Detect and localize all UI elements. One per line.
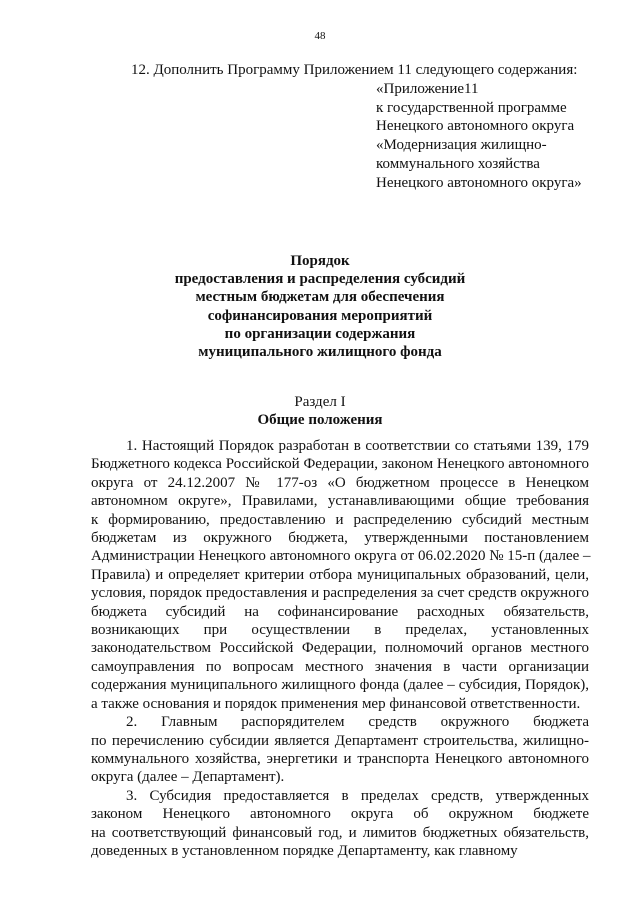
document-title — [0, 252, 640, 361]
paragraph-line: Правила) и определяет критерии отбора муниципальных образований, цели, — [91, 566, 589, 583]
paragraph — [91, 437, 589, 713]
appendix-header — [376, 80, 582, 192]
paragraph-line: округа от 24.12.2007 № 177-оз «О бюджетном процессе в Ненецком — [91, 474, 589, 491]
appendix-line: «Модернизация жилищно- — [376, 137, 547, 154]
appendix-line: к государственной программе — [376, 99, 567, 116]
paragraph-line: 2. Главным распорядителем средств окружного бюджета — [126, 714, 589, 731]
paragraph-line: 1. Настоящий Порядок разработан в соответствии со статьями 139, 179 — [126, 438, 589, 454]
paragraph-line: 3. Субсидия предоставляется в пределах средств, утвержденных — [126, 787, 589, 804]
title-line: Порядок — [290, 253, 350, 269]
paragraph-line: законом Ненецкого автономного округа об окружном бюджете — [91, 806, 589, 823]
title-line: местным бюджетам для обеспечения — [195, 289, 445, 306]
paragraph-line: самоуправления по вопросам местного значения в части организации — [91, 658, 589, 675]
paragraph-line: а также основания и порядок применения мер финансовой ответственности. — [91, 695, 581, 712]
appendix-line: Ненецкого автономного округа — [376, 118, 575, 135]
paragraph-line: округа (далее – Департамент). — [91, 769, 285, 786]
paragraph-line: по перечислению субсидии является Департамент строительства, жилищно- — [91, 732, 589, 749]
section-heading — [0, 393, 640, 429]
paragraph — [91, 713, 589, 787]
paragraph-line: к формированию, предоставлению и распределению субсидий местным — [91, 511, 589, 528]
appendix-line: Ненецкого автономного округа» — [376, 174, 582, 191]
paragraph-line: Администрации Ненецкого автономного округа от 06.02.2020 № 15-п (далее – — [91, 548, 591, 565]
paragraph-line: бюджета субсидий на софинансирование расходных обязательств, — [91, 603, 589, 620]
paragraph-line: на соответствующий финансовый год, и лимитов бюджетных обязательств, — [91, 824, 589, 841]
paragraph-line: автономном округе», Правилами, устанавливающими общие требования — [91, 493, 589, 510]
paragraph-line: законодательством Российской Федерации, полномочий органов местного — [91, 640, 589, 657]
paragraph-line: коммунального хозяйства, энергетики и транспорта Ненецкого автономного — [91, 750, 589, 767]
amendment-text: 12. Дополнить Программу Приложением 11 следующего содержания: — [131, 62, 578, 78]
paragraph-line: возникающих при осуществлении в пределах, установленных — [91, 622, 589, 639]
paragraph-line: Бюджетного кодекса Российской Федерации, законом Ненецкого автономного — [91, 456, 589, 473]
section-number: Раздел I — [294, 394, 346, 410]
section-name: Общие положения — [257, 412, 383, 428]
body-text — [91, 437, 589, 860]
title-line: по организации содержания — [224, 325, 416, 342]
appendix-line: «Приложение11 — [376, 81, 479, 97]
paragraph-line: доведенных в установленном порядке Департаменту, как главному — [91, 842, 518, 859]
title-line: предоставления и распределения субсидий — [174, 271, 466, 288]
title-line: муниципального жилищного фонда — [198, 344, 442, 361]
title-line: софинансирования мероприятий — [207, 307, 433, 324]
page-number: 48 — [314, 30, 326, 42]
paragraph-line: содержания муниципального жилищного фонда (далее – субсидия, Порядок), — [91, 677, 589, 694]
appendix-line: коммунального хозяйства — [376, 155, 540, 172]
paragraph — [91, 787, 589, 861]
paragraph-line: бюджетам из окружного бюджета, утвержденными постановлением — [91, 530, 589, 547]
paragraph-line: условия, порядок предоставления и распределения за счет средств окружного — [91, 585, 589, 602]
